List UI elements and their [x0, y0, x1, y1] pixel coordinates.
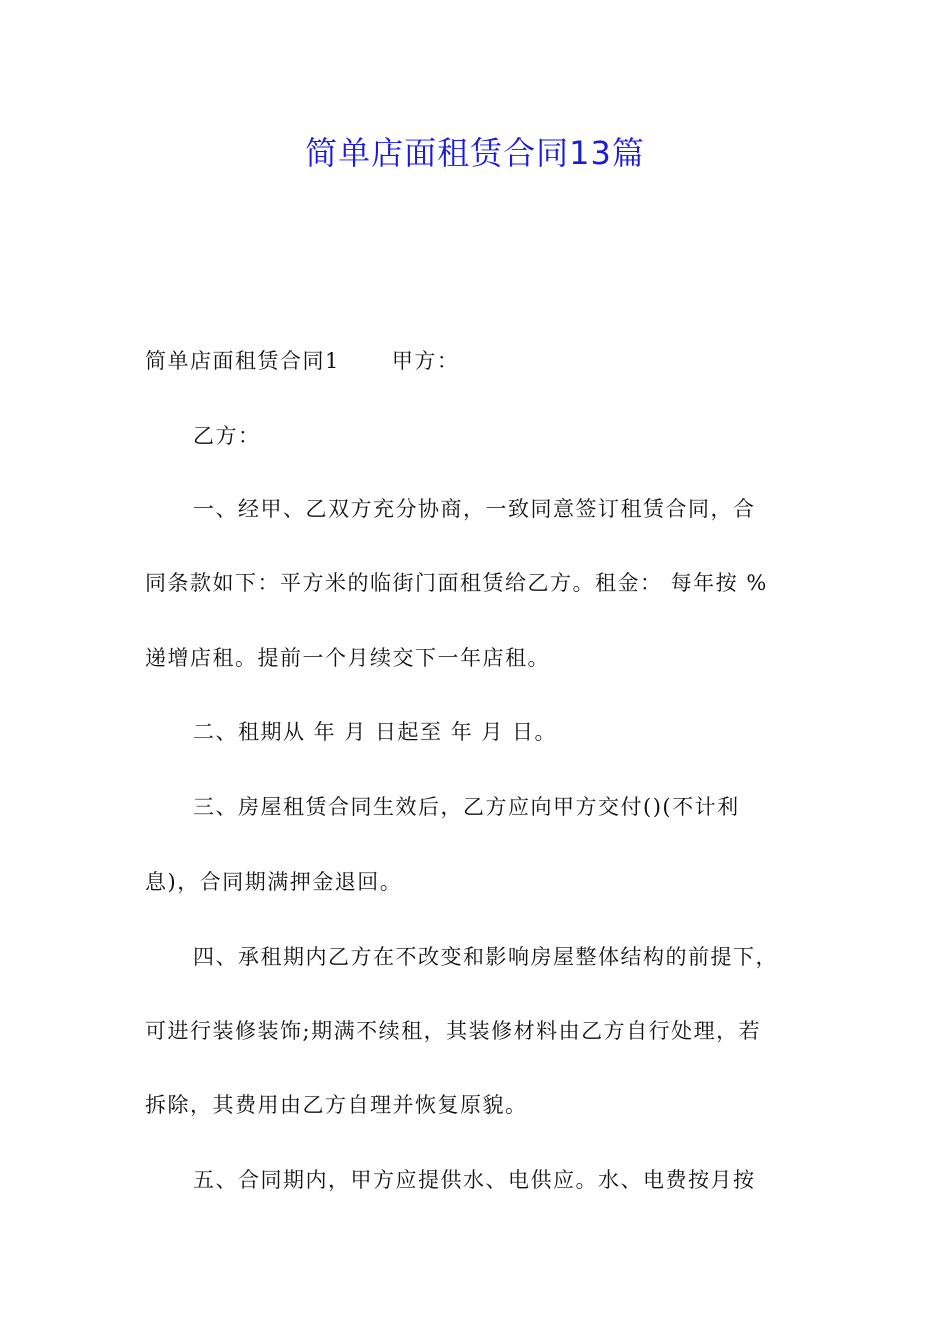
- clause-1-line-1: 一、经甲、乙双方充分协商，一致同意签订租赁合同，合: [193, 497, 756, 521]
- party-a-label: 甲方：: [391, 349, 460, 373]
- section-label: 简单店面租赁合同1: [145, 349, 340, 373]
- clause-3-line-2: 息)，合同期满押金退回。: [145, 870, 403, 894]
- clause-4-line-2: 可进行装修装饰;期满不续租，其装修材料由乙方自行处理，若: [145, 1019, 762, 1043]
- party-b-label: 乙方：: [193, 424, 261, 448]
- clause-2-line-1: 二、租期从 年 月 日起至 年 月 日。: [193, 720, 558, 744]
- clause-4-line-3: 拆除，其费用由乙方自理并恢复原貌。: [145, 1093, 528, 1117]
- clause-1-line-3: 递增店租。提前一个月续交下一年店租。: [145, 646, 550, 670]
- clause-4-line-1: 四、承租期内乙方在不改变和影响房屋整体结构的前提下，: [193, 945, 778, 969]
- document-title: 简单店面租赁合同13篇: [305, 134, 645, 172]
- clause-5-line-1: 五、合同期内，甲方应提供水、电供应。水、电费按月按: [193, 1168, 756, 1192]
- heading-line: [145, 346, 459, 376]
- clause-1-line-2: 同条款如下：平方米的临街门面租赁给乙方。租金： 每年按 %: [145, 571, 768, 595]
- clause-3-line-1: 三、房屋租赁合同生效后，乙方应向甲方交付()(不计利: [193, 795, 740, 819]
